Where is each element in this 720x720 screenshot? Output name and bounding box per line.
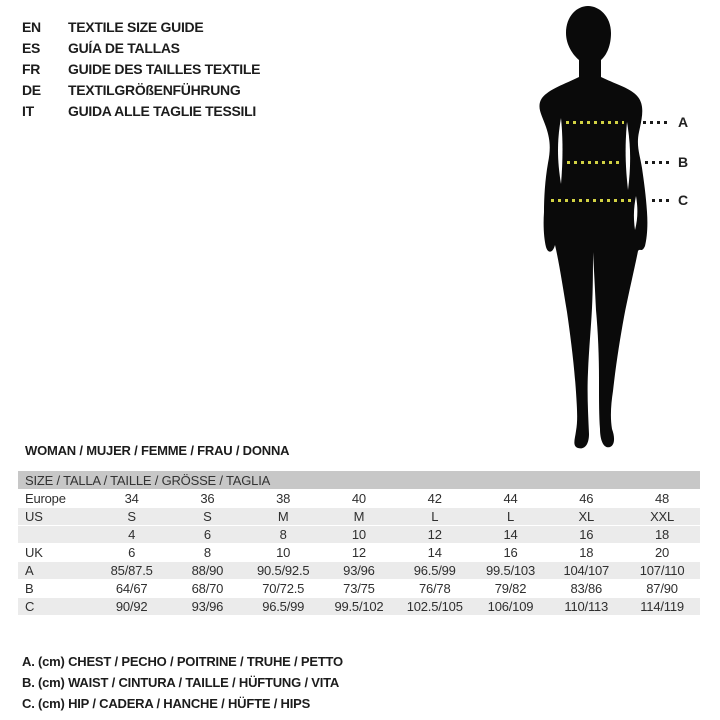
waist-line-on-body [567,161,622,164]
size-value-cell: 4 [94,526,170,543]
size-table-body [18,490,700,615]
size-value-cell: 99.5/102 [321,598,397,615]
size-value-cell: 83/86 [570,581,603,596]
size-value-cell: 96.5/99 [245,598,321,615]
lang-code: DE [22,81,41,98]
footnote-chest: A. (cm) CHEST / PECHO / POITRINE / TRUHE / PETTO [22,654,343,669]
lang-title: GUIDA ALLE TAGLIE TESSILI [68,102,256,119]
size-value-cell: 38 [276,491,291,506]
size-table-header-row [18,471,700,489]
size-table-row [18,598,700,615]
section-label-woman: WOMAN / MUJER / FEMME / FRAU / DONNA [25,443,290,458]
size-value-cell: 87/90 [646,581,678,596]
size-value-cell: 8 [203,545,211,560]
hip-line-on-body [551,199,631,202]
woman-silhouette-icon [515,0,685,460]
row-label [18,526,94,543]
size-value-cell: L [397,508,473,525]
size-value-cell: 6 [128,545,136,560]
size-value-cell: S [94,508,170,525]
lang-title: GUÍA DE TALLAS [68,39,180,56]
size-table-row [18,580,700,597]
size-value-cell: XXL [624,508,700,525]
size-value-cell: 14 [473,526,549,543]
size-value-cell: 46 [579,491,594,506]
size-value-cell: 18 [579,545,594,560]
size-value-cell: 20 [655,545,670,560]
size-value-cell: 12 [351,545,366,560]
size-value-cell: 90.5/92.5 [245,562,321,579]
size-value-cell: 64/67 [115,581,148,596]
size-value-cell: 93/96 [321,562,397,579]
size-value-cell: 18 [624,526,700,543]
size-value-cell: 96.5/99 [397,562,473,579]
size-table-header: SIZE / TALLA / TAILLE / GRÖSSE / TAGLIA [18,471,700,489]
size-value-cell: 10 [276,545,291,560]
lang-code: EN [22,18,41,35]
lang-code: ES [22,39,41,56]
size-value-cell: 40 [351,491,366,506]
size-value-cell: 85/87.5 [94,562,170,579]
row-label: Europe [25,491,66,506]
lang-title: TEXTILGRÖßENFÜHRUNG [68,81,241,98]
hip-line-off-body [652,199,670,202]
size-value-cell: S [170,508,246,525]
size-value-cell: 79/82 [494,581,527,596]
waist-line-label: B [678,154,689,170]
row-label: C [18,598,94,615]
hip-line-label: C [678,192,689,208]
size-value-cell: 8 [245,526,321,543]
size-value-cell: 102.5/105 [397,598,473,615]
size-value-cell: 6 [170,526,246,543]
size-table-row [18,490,700,507]
size-value-cell: 16 [548,526,624,543]
lang-code: IT [22,102,34,119]
size-value-cell: 73/75 [343,581,375,596]
row-label: US [18,508,94,525]
size-value-cell: 10 [321,526,397,543]
chest-line-on-body [566,121,624,124]
size-table-row [18,544,700,561]
size-value-cell: 110/113 [548,598,624,615]
row-label: B [25,581,34,596]
size-value-cell: 36 [200,491,215,506]
size-value-cell: 68/70 [191,581,224,596]
size-value-cell: 104/107 [548,562,624,579]
size-value-cell: 88/90 [170,562,246,579]
row-label: UK [25,545,43,560]
chest-line-off-body [643,121,670,124]
size-table [18,470,700,616]
size-table-row [18,508,700,525]
size-value-cell: 76/78 [418,581,451,596]
size-value-cell: 14 [427,545,442,560]
lang-title: GUIDE DES TAILLES TEXTILE [68,60,261,77]
size-value-cell: 44 [503,491,518,506]
lang-title: TEXTILE SIZE GUIDE [68,18,204,35]
size-table-row [18,562,700,579]
footnote-waist: B. (cm) WAIST / CINTURA / TAILLE / HÜFTUNG / VITA [22,675,340,690]
size-value-cell: M [321,508,397,525]
size-value-cell: 12 [397,526,473,543]
size-value-cell: 16 [503,545,518,560]
row-label: A [18,562,94,579]
size-value-cell: 42 [427,491,442,506]
size-value-cell: L [473,508,549,525]
waist-line-off-body [645,161,670,164]
size-table-row [18,526,700,543]
size-value-cell: 114/119 [624,598,700,615]
chest-line-label: A [678,114,689,130]
size-value-cell: 99.5/103 [473,562,549,579]
size-value-cell: 106/109 [473,598,549,615]
silhouette-path [539,6,647,448]
size-value-cell: 70/72.5 [262,581,305,596]
size-value-cell: 93/96 [170,598,246,615]
size-value-cell: 107/110 [624,562,700,579]
lang-code: FR [22,60,41,77]
footnote-hip: C. (cm) HIP / CADERA / HANCHE / HÜFTE / HIPS [22,696,311,711]
size-value-cell: XL [548,508,624,525]
size-value-cell: 48 [655,491,670,506]
measure-footnotes [22,651,343,714]
size-value-cell: M [245,508,321,525]
size-value-cell: 34 [124,491,139,506]
size-value-cell: 90/92 [94,598,170,615]
